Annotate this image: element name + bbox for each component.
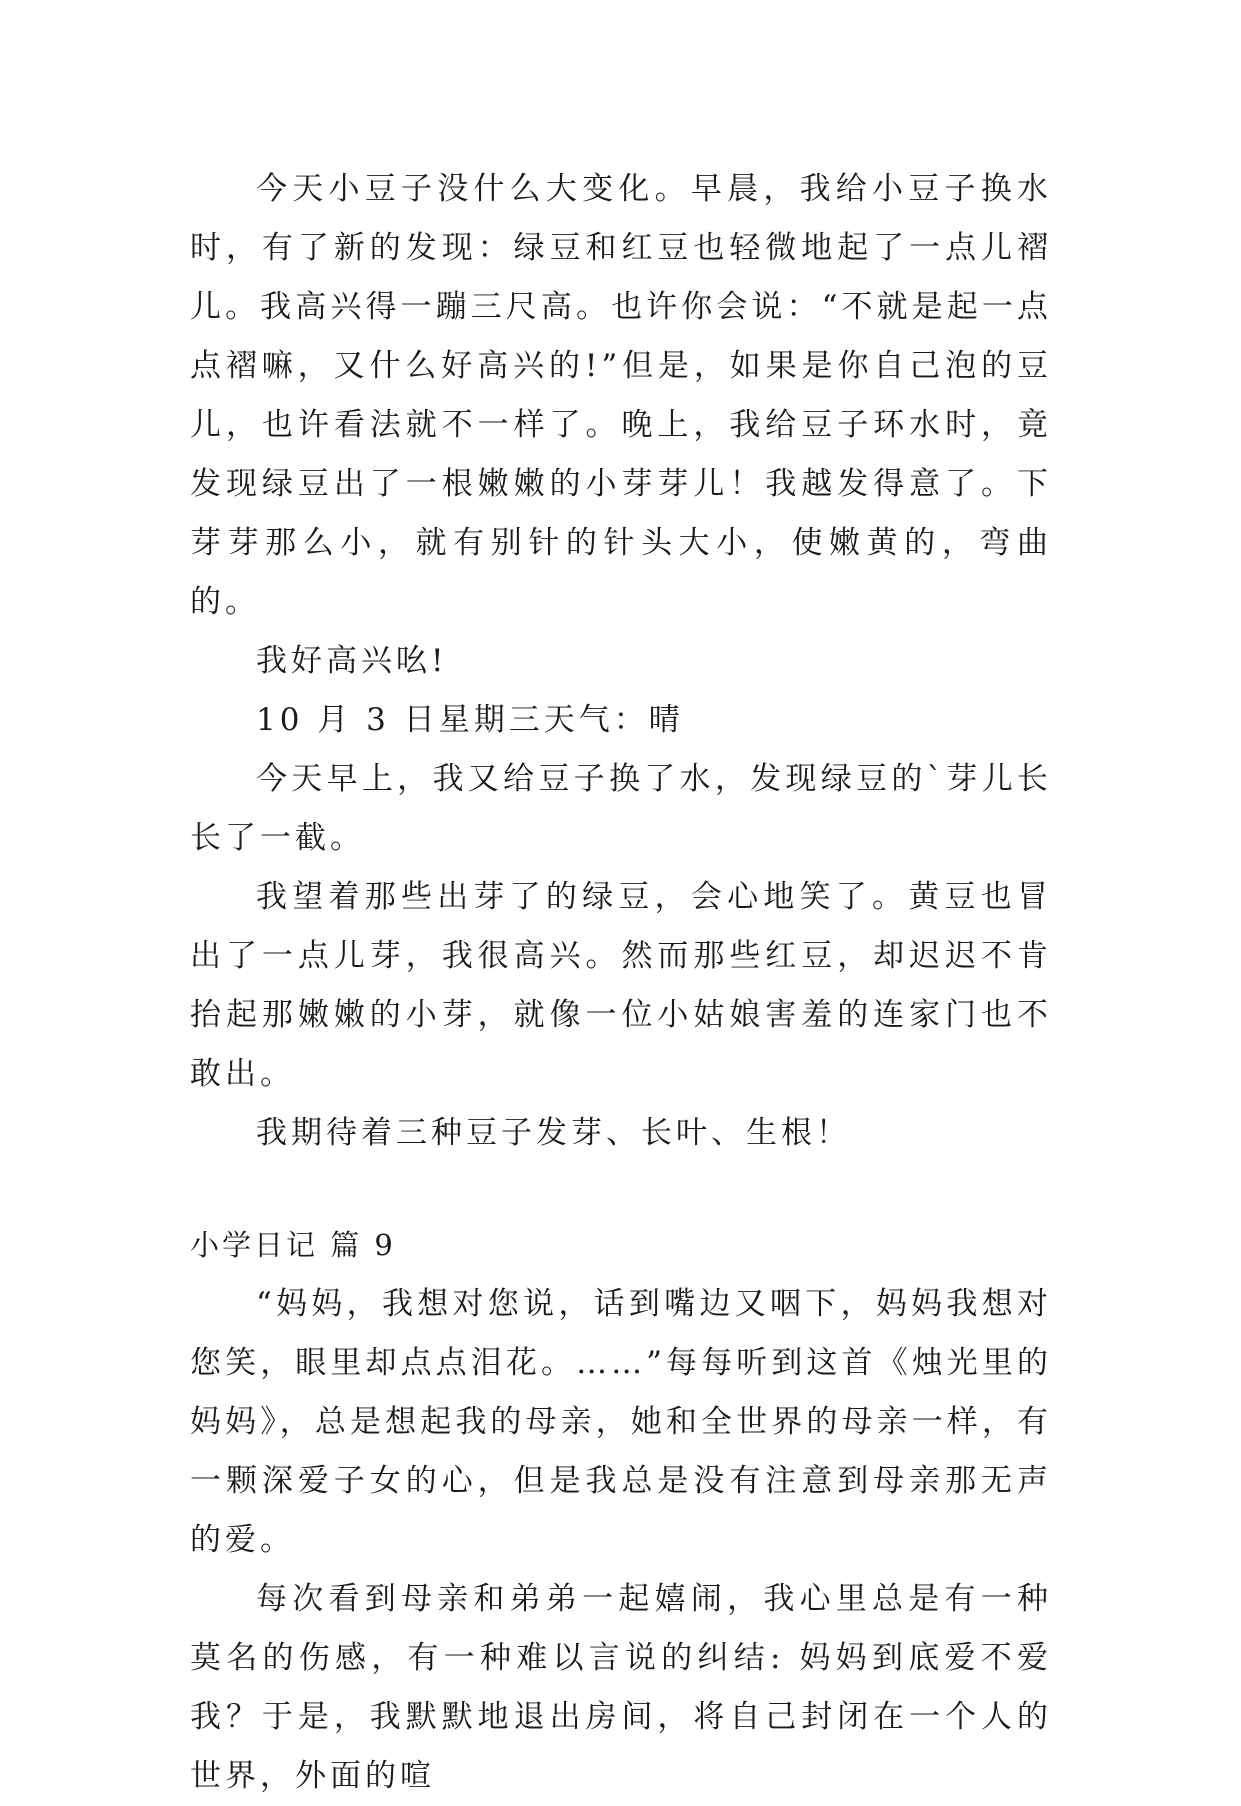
paragraph-mother-song: “妈妈，我想对您说，话到嘴边又咽下，妈妈我想对您笑，眼里却点点泪花。……”每每听到这首《烛光里的妈妈》，总是想起我的母亲，她和全世界的母亲一样，有一颗深爱子女的心，但是我总是没有注意到母亲那无声的爱。 xyxy=(190,1286,1052,1558)
paragraph-bean-changes: 今天小豆子没什么大变化。早晨，我给小豆子换水时，有了新的发现：绿豆和红豆也轻微地起了一点儿褶儿。我高兴得一蹦三尺高。也许你会说：“不就是起一点点褶嘛，又什么好高兴的!”但是，如果是你自己泡的豆儿，也许看法就不一样了。晚上，我给豆子环水时，竟发现绿豆出了一根嫩嫩的小芽芽儿！我越发得意了。下芽芽那么小，就有别针的针头大小，使嫩黄的，弯曲的。 xyxy=(190,171,1052,620)
paragraph-mother-brother: 每次看到母亲和弟弟一起嬉闹，我心里总是有一种莫名的伤感，有一种难以言说的纠结: 妈妈到底爱不爱我？于是，我默默地退出房间，将自己封闭在一个人的世界，外面的喧 xyxy=(190,1581,1052,1794)
paragraph-happy: 我好高兴吆! xyxy=(256,643,448,679)
paragraph-sprouts: 我望着那些出芽了的绿豆，会心地笑了。黄豆也冒出了一点儿芽，我很高兴。然而那些红豆，却迟迟不肯抬起那嫩嫩的小芽，就像一位小姑娘害羞的连家门也不敢出。 xyxy=(190,879,1052,1092)
diary-date-line: 10 月 3 日星期三天气：晴 xyxy=(256,702,684,738)
paragraph-expectation: 我期待着三种豆子发芽、长叶、生根！ xyxy=(256,1115,851,1151)
document-body xyxy=(190,160,1052,1806)
paragraph-morning-water: 今天早上，我又给豆子换了水，发现绿豆的`芽儿长长了一截。 xyxy=(190,761,1052,856)
section-heading: 小学日记 篇 9 xyxy=(190,1228,396,1262)
section-spacer xyxy=(190,1163,1052,1216)
